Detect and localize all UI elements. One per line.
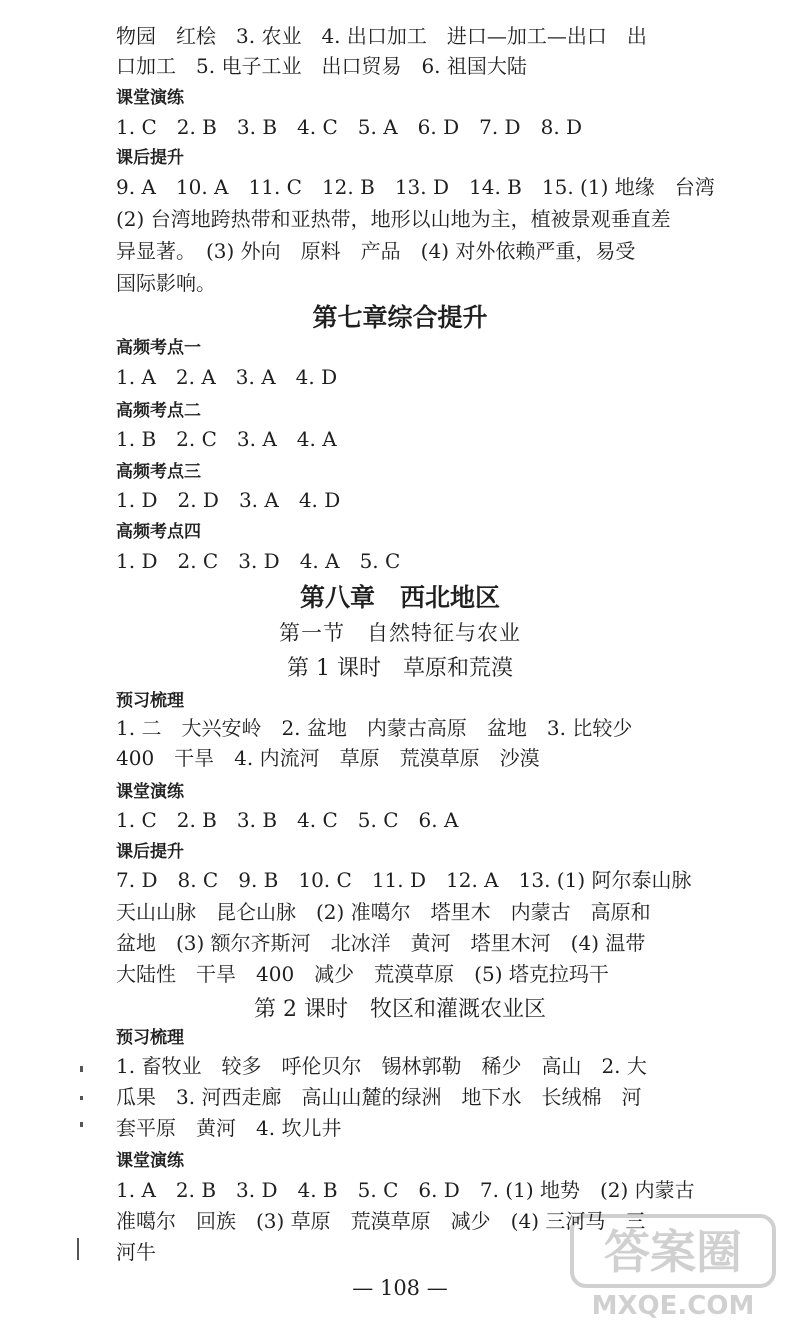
answer-line: 物园 红桧 3. 农业 4. 出口加工 进口—加工—出口 出 [116,24,647,48]
subheading-freq-point-3: 高频考点三 [116,462,201,482]
answer-line: 1. C 2. B 3. B 4. C 5. C 6. A [116,808,459,832]
answer-line: (2) 台湾地跨热带和亚热带，地形以山地为主，植被景观垂直差 [116,207,671,231]
answer-line: 河牛 [116,1240,156,1264]
answer-line: 1. 二 大兴安岭 2. 盆地 内蒙古高原 盆地 3. 比较少 [116,716,633,740]
subheading-freq-point-2: 高频考点二 [116,401,201,421]
answer-line: 天山山脉 昆仑山脉 (2) 准噶尔 塔里木 内蒙古 高原和 [116,900,651,924]
svg-text:MXQE.COM: MXQE.COM [591,1291,755,1320]
answer-line: 7. D 8. C 9. B 10. C 11. D 12. A 13. (1) 阿尔泰山脉 [116,868,692,892]
answer-line: 异显著。 (3) 外向 原料 产品 (4) 对外依赖严重，易受 [116,239,636,263]
answer-line: 1. A 2. A 3. A 4. D [116,365,338,389]
answer-line: 瓜果 3. 河西走廊 高山山麓的绿洲 地下水 长绒棉 河 [116,1085,642,1109]
answer-line: 国际影响。 [116,271,216,295]
answer-line: 1. B 2. C 3. A 4. A [116,427,337,451]
chapter7-summary-title: 第七章综合提升 [312,303,488,332]
page-number: — 108 — [352,1276,448,1300]
answer-line: 套平原 黄河 4. 坎儿井 [116,1116,342,1140]
answer-line: 9. A 10. A 11. C 12. B 13. D 14. B 15. (1) 地缘 台湾 [116,175,715,199]
chapter8-title: 第八章 西北地区 [299,583,500,612]
svg-text:答案圈: 答案圈 [604,1225,742,1279]
binding-mark [80,1122,83,1127]
binding-mark [80,1096,83,1100]
answer-line: 准噶尔 回族 (3) 草原 荒漠草原 减少 (4) 三河马 三 [116,1209,646,1233]
subheading-classroom-practice: 课堂演练 [116,88,184,108]
answer-line: 口加工 5. 电子工业 出口贸易 6. 祖国大陆 [116,54,527,78]
lesson1-title: 第 1 课时 草原和荒漠 [287,656,513,681]
subheading-freq-point-4: 高频考点四 [116,522,201,542]
subheading-after-class: 课后提升 [116,842,184,862]
lesson2-title: 第 2 课时 牧区和灌溉农业区 [254,997,546,1022]
answer-line: 1. D 2. C 3. D 4. A 5. C [116,549,401,573]
answer-line: 盆地 (3) 额尔齐斯河 北冰洋 黄河 塔里木河 (4) 温带 [116,931,646,955]
subheading-preview: 预习梳理 [116,691,184,711]
section1-title: 第一节 自然特征与农业 [279,621,521,645]
subheading-preview: 预习梳理 [116,1028,184,1048]
answer-line: 1. D 2. D 3. A 4. D [116,488,341,512]
binding-mark [77,1238,79,1260]
binding-mark [80,1066,83,1072]
subheading-classroom-practice: 课堂演练 [116,1151,184,1171]
subheading-after-class: 课后提升 [116,148,184,168]
answer-line: 400 干旱 4. 内流河 草原 荒漠草原 沙漠 [116,746,540,770]
subheading-classroom-practice: 课堂演练 [116,782,184,802]
subheading-freq-point-1: 高频考点一 [116,338,201,358]
answer-line: 1. A 2. B 3. D 4. B 5. C 6. D 7. (1) 地势 (2) 内蒙古 [116,1178,695,1202]
answer-line: 1. C 2. B 3. B 4. C 5. A 6. D 7. D 8. D [116,115,583,139]
answer-line: 大陆性 干旱 400 减少 荒漠草原 (5) 塔克拉玛干 [116,962,609,986]
answer-line: 1. 畜牧业 较多 呼伦贝尔 锡林郭勒 稀少 高山 2. 大 [116,1054,647,1078]
